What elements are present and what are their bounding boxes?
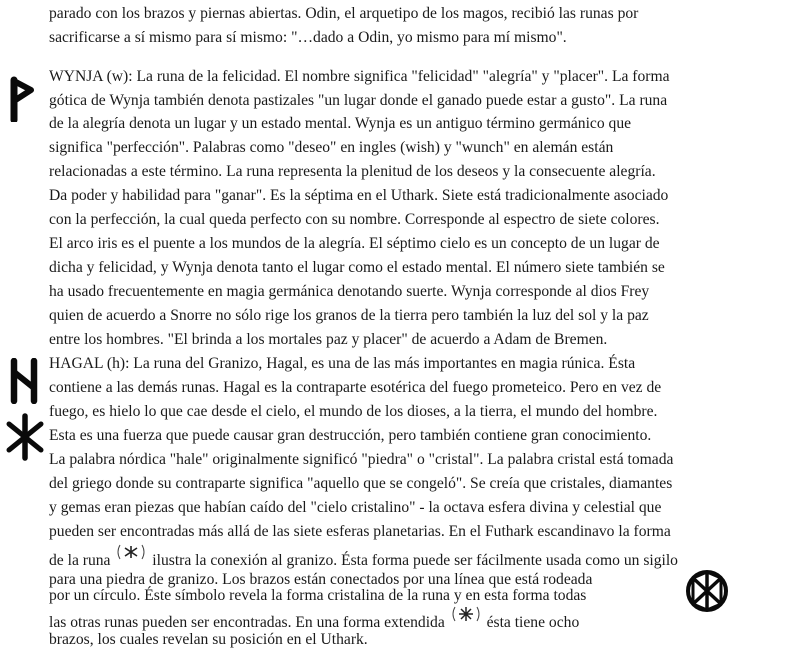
hagal-line-11: por un círculo. Éste símbolo revela la forma cristalina de la runa y en esta forma todas [49,587,587,604]
hagal-line-12-end: ésta tiene ocho [486,614,580,631]
hagal-star-rune-icon [4,413,46,461]
hagal-star-extended-inline-icon [449,606,483,622]
hagal-line-9-end: ilustra la conexión al granizo. Ésta forma puede ser fácilmente usada como un sigilo [152,552,678,569]
hagal-line-6: del griego donde su contraparte significa "aquello que se congeló". Se creía que cristales, diamantes [49,475,673,492]
hagal-line-9-start: de la runa [49,552,111,569]
wynja-line-9: dicha y felicidad, y Wynja denota tanto el lugar como el estado mental. El número siete también se [49,259,665,276]
wynja-line-5: relacionadas a este término. La runa representa la plenitud de los deseos y la consecuente alegría. [49,163,656,180]
hagal-line-1: HAGAL (h): La runa del Granizo, Hagal, es una de las más importantes en magia rúnica. Ésta [49,355,636,372]
wynja-line-6: Da poder y habilidad para "ganar". Es la séptima en el Uthark. Siete está tradicionalmente asociado [49,187,669,204]
hagal-line-12-start: las otras runas pueden ser encontradas. En una forma extendida [49,614,445,631]
wynja-line-1: WYNJA (w): La runa de la felicidad. El nombre significa "felicidad" "alegría" y "placer". La forma [49,68,670,85]
hagal-line-5: La palabra nórdica "hale" originalmente significó "piedra" o "cristal". La palabra cristal está tomada [49,451,674,468]
wynja-line-8: El arco iris es el puente a los mundos de la alegría. El séptimo cielo es un concepto de un lugar de [49,235,660,252]
hagal-line-7: y gemas eran piezas que habían caído del "cielo cristalino" - la octava esfera divina y celestial que [49,499,662,516]
hagal-line-2: contiene a las demás runas. Hagal es la contraparte esotérica del fuego prometeico. Pero en vez de [49,379,662,396]
wynja-line-10: ha usado frecuentemente en magia germánica denotando suerte. Wynja corresponde al dios Frey [49,283,650,300]
wunjo-rune-icon [5,76,39,122]
hagal-circle-sigil-icon [684,568,730,614]
hagal-line-13: brazos, los cuales revelan su posición en el Uthark. [49,631,368,648]
hagal-line-3: fuego, es hielo lo que cae desde el cielo, el mundo de los dioses, a la tierra, el mundo del hombre. [49,403,658,420]
wynja-line-2: gótica de Wynja también denota pastizales "un lugar donde el ganado puede estar a gusto". La runa [49,92,668,109]
hagalaz-rune-icon [6,358,42,404]
intro-line-2: sacrificarse a sí mismo para sí mismo: "…dado a Odin, yo mismo para mí mismo". [49,29,567,46]
wynja-line-11: quien de acuerdo a Snorre no sólo rige los granos de la tierra pero también la luz del sol y la paz [49,307,649,324]
wynja-line-4: significa "perfección". Palabras como "deseo" en ingles (wish) y "wunch" en alemán están [49,139,614,156]
intro-line-1: parado con los brazos y piernas abiertas. Odin, el arquetipo de los magos, recibió las runas por [49,5,639,22]
hagal-line-10: para una piedra de granizo. Los brazos están conectados por una línea que está rodeada [49,571,593,588]
wynja-line-12: entre los hombres. "El brinda a los mortales paz y placer" de acuerdo a Adam de Bremen. [49,331,608,348]
wynja-line-3: de la alegría denota un lugar y un estado mental. Wynja es un antiguo término germánico que [49,115,632,132]
hagal-line-8: pueden ser encontradas más allá de las siete esferas planetarias. En el Futhark escandinavo la forma [49,523,671,540]
hagal-line-4: Esta es una fuerza que puede causar gran destrucción, pero también contiene gran conocimiento. [49,427,652,444]
wynja-line-7: con la perfección, la cual queda perfecto con su nombre. Corresponde al espectro de siete colores. [49,211,660,228]
hagal-star-inline-icon [114,544,148,560]
